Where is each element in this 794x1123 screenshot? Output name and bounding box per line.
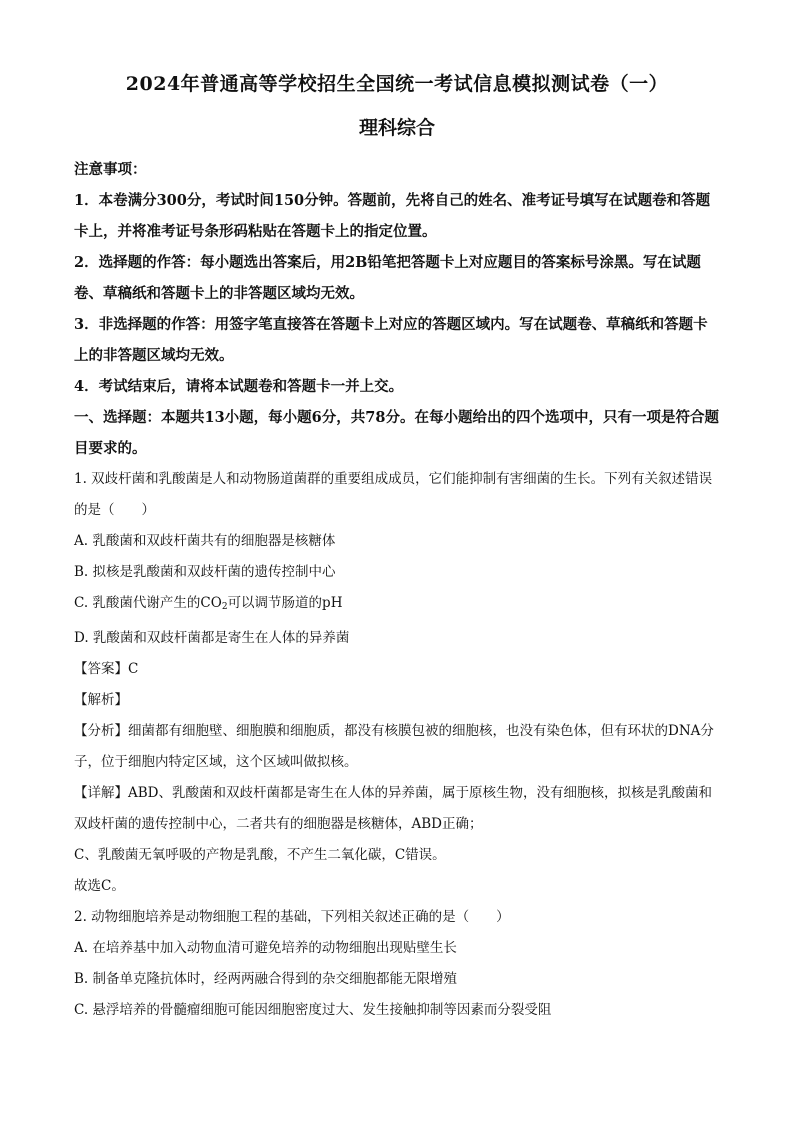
q1-analysis: 【分析】细菌都有细胞壁、细胞膜和细胞质，都没有核膜包被的细胞核，也没有染色体，但有环状的DNA分子，位于细胞内特定区域，这个区域叫做拟核。 xyxy=(74,723,714,770)
notice-item-1: 1．本卷满分300分，考试时间150分钟。答题前，先将自己的姓名、准考证号填写在试题卷和答题卡上，并将准考证号条形码粘贴在答题卡上的指定位置。 xyxy=(74,192,711,240)
notice-item-4: 4．考试结束后，请将本试题卷和答题卡一并上交。 xyxy=(74,378,404,395)
notice-heading: 注意事项： xyxy=(74,161,147,178)
section-heading: 一、选择题：本题共13小题，每小题6分，共78分。在每小题给出的四个选项中，只有一项是符合题目要求的。 xyxy=(74,409,719,457)
q1-option-a: A. 乳酸菌和双歧杆菌共有的细胞器是核糖体 xyxy=(74,533,336,549)
q2-option-a: A. 在培养基中加入动物血清可避免培养的动物细胞出现贴壁生长 xyxy=(74,940,457,956)
q1-option-d: D. 乳酸菌和双歧杆菌都是寄生在人体的异养菌 xyxy=(74,630,350,646)
q2-stem: 2. 动物细胞培养是动物细胞工程的基础，下列相关叙述正确的是（ ） xyxy=(74,909,510,925)
q1-answer: 【答案】C xyxy=(74,661,139,677)
notice-item-3: 3．非选择题的作答：用签字笔直接答在答题卡上对应的答题区域内。写在试题卷、草稿纸和答题卡上的非答题区域均无效。 xyxy=(74,316,708,364)
q1-option-c xyxy=(74,588,720,623)
notice-item-2: 2．选择题的作答：每小题选出答案后，用2B铅笔把答题卡上对应题目的答案标号涂黑。写在试题卷、草稿纸和答题卡上的非答题区域均无效。 xyxy=(74,254,701,302)
q1-stem: 1. 双歧杆菌和乳酸菌是人和动物肠道菌群的重要组成成员，它们能抑制有害细菌的生长。下列有关叙述错误的是（ ） xyxy=(74,471,713,518)
q1-option-c-pre: C. 乳酸菌代谢产生的CO xyxy=(74,595,222,611)
exam-title: 2024年普通高等学校招生全国统一考试信息模拟测试卷（一） xyxy=(125,73,669,95)
q1-detail-2: C、乳酸菌无氧呼吸的产物是乳酸，不产生二氧化碳，C错误。 xyxy=(74,847,446,863)
q1-option-c-sub: 2 xyxy=(221,602,228,612)
q1-option-c-post: 可以调节肠道的pH xyxy=(227,595,343,611)
q1-conclusion: 故选C。 xyxy=(74,878,125,894)
q2-option-c: C. 悬浮培养的骨髓瘤细胞可能因细胞密度过大、发生接触抑制等因素而分裂受阻 xyxy=(74,1002,552,1018)
q1-option-b: B. 拟核是乳酸菌和双歧杆菌的遗传控制中心 xyxy=(74,564,336,580)
q1-detail-1: 【详解】ABD、乳酸菌和双歧杆菌都是寄生在人体的异养菌，属于原核生物，没有细胞核，拟核是乳酸菌和双歧杆菌的遗传控制中心，二者共有的细胞器是核糖体，ABD正确； xyxy=(74,785,712,832)
q1-analysis-label: 【解析】 xyxy=(74,692,128,708)
q2-option-b: B. 制备单克隆抗体时，经两两融合得到的杂交细胞都能无限增殖 xyxy=(74,971,458,987)
exam-subtitle: 理科综合 xyxy=(358,117,435,139)
